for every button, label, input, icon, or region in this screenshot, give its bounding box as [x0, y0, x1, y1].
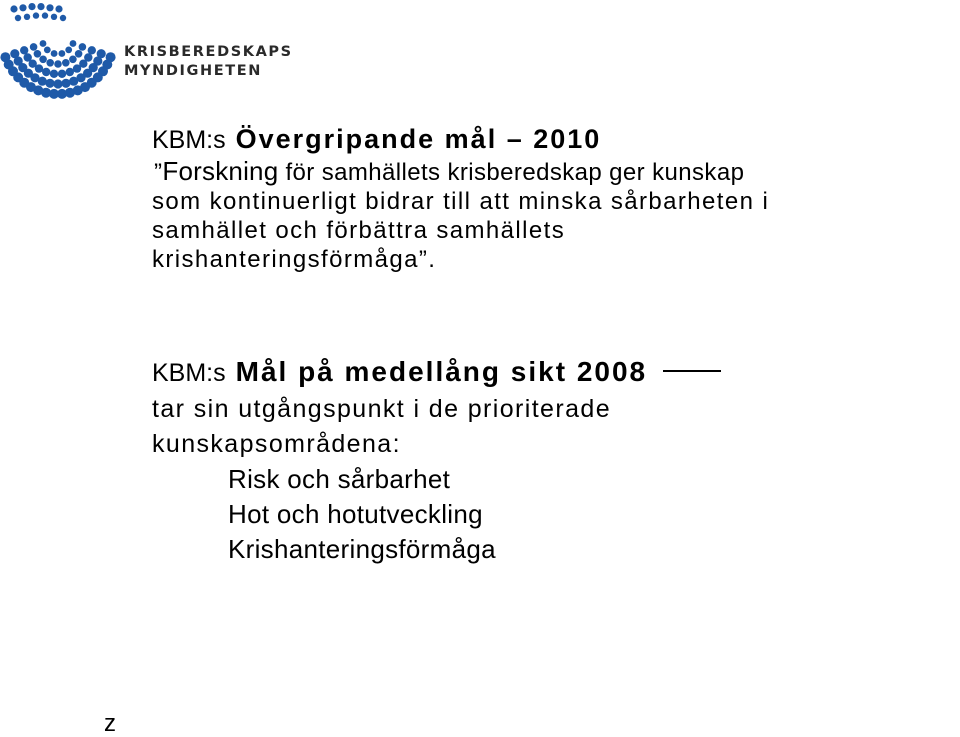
logo-dot [39, 56, 47, 64]
knowledge-area-item: Krishanteringsförmåga [228, 534, 496, 564]
logo-dot [45, 79, 54, 88]
logo-dot [62, 59, 70, 67]
logo-dot [28, 3, 35, 10]
knowledge-area-list [228, 462, 721, 567]
logo-dot [20, 46, 28, 54]
logo-dot-emblem-icon [0, 0, 116, 106]
logo-dot [40, 40, 47, 47]
lead-word: Forskning [162, 156, 279, 186]
logo-name-line2: MYNDIGHETEN [124, 63, 262, 79]
quote-mark: ” [154, 159, 163, 186]
logo-dot [0, 52, 10, 62]
logo-dot [24, 14, 30, 20]
kbm-logo [0, 0, 300, 110]
section-overall-goal [152, 122, 769, 274]
logo-dot [19, 4, 26, 11]
logo-dot [70, 40, 77, 47]
goal-statement [152, 157, 769, 274]
heading-title: Mål på medellång sikt 2008 [235, 356, 648, 387]
logo-dot [46, 59, 54, 67]
logo-dot [50, 70, 58, 78]
heading-title: Övergripande mål – 2010 [235, 124, 602, 154]
logo-dot [59, 50, 66, 57]
logo-dot [37, 3, 44, 10]
section-heading [152, 355, 721, 390]
statement-line-text: för samhällets krisberedskap ger kunskap [285, 159, 745, 186]
logo-dot [54, 60, 62, 68]
logo-dot [66, 68, 74, 76]
description-line: kunskapsområdena: [152, 430, 401, 458]
knowledge-area-item: Hot och hotutveckling [228, 499, 483, 529]
logo-dot [69, 56, 77, 64]
logo-dot [53, 79, 62, 88]
heading-dash [663, 370, 721, 372]
logo-dot [42, 12, 48, 18]
logo-dot [30, 43, 38, 51]
statement-line: som kontinuerligt bidrar till att minska sårbarheten i [152, 188, 770, 215]
logo-dot [75, 50, 83, 58]
logo-dot [15, 15, 21, 21]
goal-description [152, 392, 721, 567]
logo-wordmark [124, 43, 293, 81]
logo-dot [46, 4, 53, 11]
section-medium-term-goal [152, 355, 721, 567]
logo-dot [58, 70, 66, 78]
logo-dot [69, 77, 78, 86]
logo-dot [88, 46, 96, 54]
logo-dot [60, 15, 66, 21]
description-line: tar sin utgångspunkt i de prioriterade [152, 395, 611, 423]
logo-dot [79, 43, 87, 51]
logo-dot [65, 47, 72, 54]
footer-mark: z [104, 710, 116, 737]
logo-dot [10, 5, 17, 12]
statement-line [152, 157, 769, 187]
heading-prefix: KBM:s [152, 126, 226, 154]
statement-line: krishanteringsförmåga”. [152, 246, 437, 273]
logo-dot [44, 47, 51, 54]
logo-dot [34, 50, 42, 58]
logo-dot [51, 14, 57, 20]
logo-dot [42, 68, 50, 76]
logo-dot [61, 79, 70, 88]
logo-dot [24, 53, 32, 61]
heading-prefix: KBM:s [152, 359, 226, 387]
logo-dot [73, 64, 81, 72]
logo-dot [10, 49, 19, 58]
logo-name-line1: KRISBEREDSKAPS [124, 44, 293, 60]
logo-dot [51, 50, 58, 57]
logo-dot [55, 5, 62, 12]
logo-dot [33, 12, 39, 18]
statement-line: samhället och förbättra samhällets [152, 217, 566, 244]
section-heading [152, 122, 769, 157]
knowledge-area-item: Risk och sårbarhet [228, 464, 451, 494]
